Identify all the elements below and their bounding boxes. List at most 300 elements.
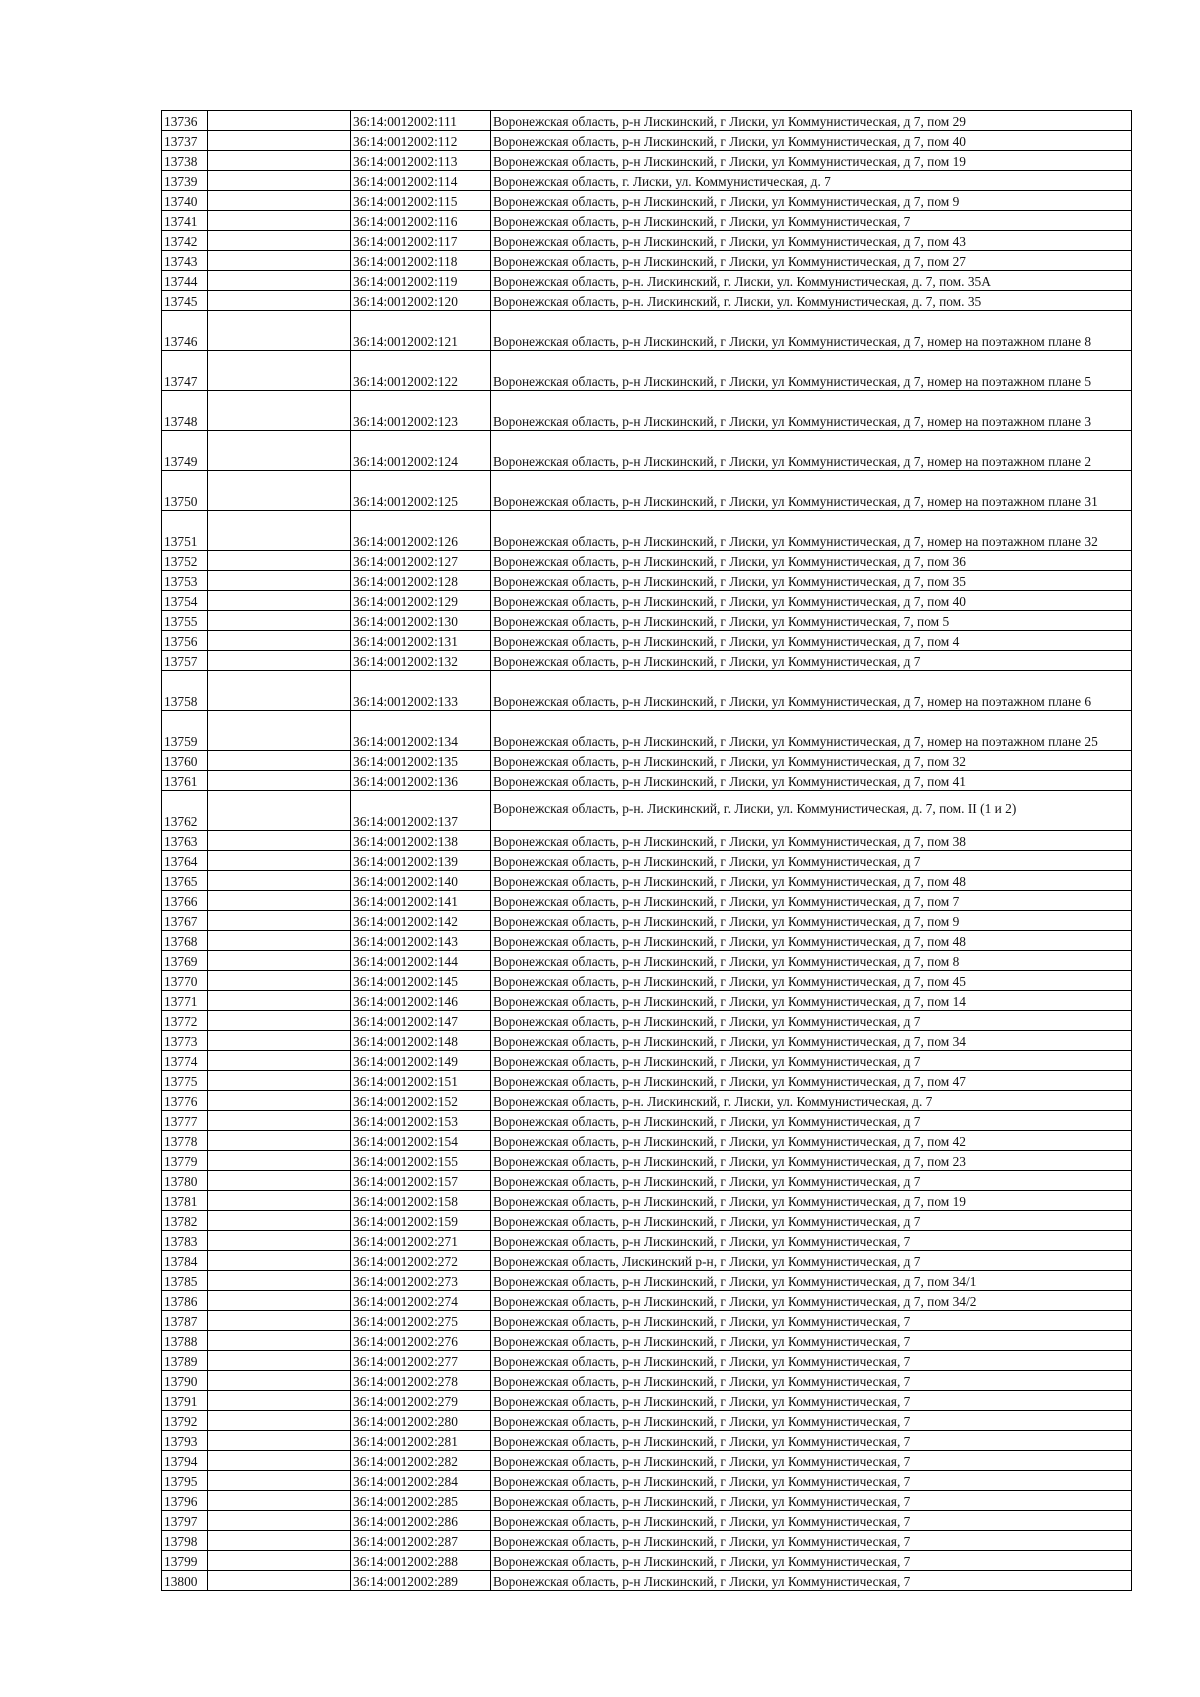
cadastral-number-cell: 36:14:0012002:284 (351, 1471, 491, 1491)
address-cell: Воронежская область, р-н Лискинский, г Лиски, ул Коммунистическая, д 7, пом 29 (491, 111, 1132, 131)
cadastral-number-cell: 36:14:0012002:121 (351, 311, 491, 351)
address-cell: Воронежская область, р-н Лискинский, г Лиски, ул Коммунистическая, д 7 (491, 1171, 1132, 1191)
owner-cell (208, 551, 351, 571)
table-row (162, 111, 1132, 131)
address-cell: Воронежская область, р-н Лискинский, г Лиски, ул Коммунистическая, д 7, пом 9 (491, 191, 1132, 211)
owner-cell (208, 1331, 351, 1351)
cadastral-number-cell: 36:14:0012002:113 (351, 151, 491, 171)
cadastral-number-cell: 36:14:0012002:147 (351, 1011, 491, 1031)
row-number-cell: 13751 (162, 511, 208, 551)
owner-cell (208, 1051, 351, 1071)
owner-cell (208, 1291, 351, 1311)
table-row (162, 1291, 1132, 1311)
table-row (162, 171, 1132, 191)
row-number-cell: 13755 (162, 611, 208, 631)
table-row (162, 1371, 1132, 1391)
table-row (162, 971, 1132, 991)
owner-cell (208, 771, 351, 791)
address-cell: Воронежская область, р-н Лискинский, г Лиски, ул Коммунистическая, д 7, пом 19 (491, 1191, 1132, 1211)
address-cell: Воронежская область, р-н. Лискинский, г. Лиски, ул. Коммунистическая, д. 7, пом. 35 (491, 291, 1132, 311)
table-row (162, 1231, 1132, 1251)
table-row (162, 891, 1132, 911)
owner-cell (208, 111, 351, 131)
table-row (162, 911, 1132, 931)
owner-cell (208, 1091, 351, 1111)
owner-cell (208, 231, 351, 251)
row-number-cell: 13783 (162, 1231, 208, 1251)
row-number-cell: 13769 (162, 951, 208, 971)
cadastral-number-cell: 36:14:0012002:273 (351, 1271, 491, 1291)
table-row (162, 391, 1132, 431)
owner-cell (208, 1411, 351, 1431)
owner-cell (208, 831, 351, 851)
cadastral-number-cell: 36:14:0012002:289 (351, 1571, 491, 1591)
table-row (162, 1011, 1132, 1031)
row-number-cell: 13749 (162, 431, 208, 471)
row-number-cell: 13798 (162, 1531, 208, 1551)
cadastral-number-cell: 36:14:0012002:119 (351, 271, 491, 291)
table-row (162, 871, 1132, 891)
table-row (162, 251, 1132, 271)
table-row (162, 511, 1132, 551)
address-cell: Воронежская область, р-н Лискинский, г Лиски, ул Коммунистическая, д 7 (491, 1011, 1132, 1031)
row-number-cell: 13761 (162, 771, 208, 791)
table-row (162, 471, 1132, 511)
cadastral-number-cell: 36:14:0012002:271 (351, 1231, 491, 1251)
row-number-cell: 13765 (162, 871, 208, 891)
table-row (162, 851, 1132, 871)
row-number-cell: 13745 (162, 291, 208, 311)
owner-cell (208, 931, 351, 951)
table-row (162, 1151, 1132, 1171)
address-cell: Воронежская область, р-н Лискинский, г Лиски, ул Коммунистическая, д 7, пом 35 (491, 571, 1132, 591)
table-row (162, 1571, 1132, 1591)
owner-cell (208, 1571, 351, 1591)
owner-cell (208, 1251, 351, 1271)
cadastral-number-cell: 36:14:0012002:136 (351, 771, 491, 791)
row-number-cell: 13742 (162, 231, 208, 251)
cadastral-number-cell: 36:14:0012002:131 (351, 631, 491, 651)
table-row (162, 1211, 1132, 1231)
owner-cell (208, 1271, 351, 1291)
cadastral-number-cell: 36:14:0012002:275 (351, 1311, 491, 1331)
table-row (162, 1491, 1132, 1511)
table-row (162, 791, 1132, 831)
table-row (162, 1191, 1132, 1211)
owner-cell (208, 131, 351, 151)
row-number-cell: 13800 (162, 1571, 208, 1591)
owner-cell (208, 251, 351, 271)
cadastral-number-cell: 36:14:0012002:135 (351, 751, 491, 771)
table-row (162, 131, 1132, 151)
owner-cell (208, 211, 351, 231)
owner-cell (208, 751, 351, 771)
row-number-cell: 13770 (162, 971, 208, 991)
table-row (162, 151, 1132, 171)
row-number-cell: 13760 (162, 751, 208, 771)
table-row (162, 1411, 1132, 1431)
row-number-cell: 13757 (162, 651, 208, 671)
owner-cell (208, 311, 351, 351)
address-cell: Воронежская область, р-н Лискинский, г Лиски, ул Коммунистическая, д 7, пом 48 (491, 931, 1132, 951)
cadastral-number-cell: 36:14:0012002:125 (351, 471, 491, 511)
owner-cell (208, 571, 351, 591)
row-number-cell: 13740 (162, 191, 208, 211)
row-number-cell: 13772 (162, 1011, 208, 1031)
row-number-cell: 13797 (162, 1511, 208, 1531)
table-row (162, 1071, 1132, 1091)
address-cell: Воронежская область, г. Лиски, ул. Коммунистическая, д. 7 (491, 171, 1132, 191)
table-row (162, 1331, 1132, 1351)
address-cell: Воронежская область, р-н Лискинский, г Лиски, ул Коммунистическая, д 7, пом 36 (491, 551, 1132, 571)
owner-cell (208, 471, 351, 511)
owner-cell (208, 991, 351, 1011)
table-row (162, 1111, 1132, 1131)
cadastral-number-cell: 36:14:0012002:149 (351, 1051, 491, 1071)
address-cell: Воронежская область, р-н Лискинский, г Лиски, ул Коммунистическая, д 7, номер на поэтажном плане 2 (491, 431, 1132, 471)
row-number-cell: 13754 (162, 591, 208, 611)
address-cell: Воронежская область, р-н Лискинский, г Лиски, ул Коммунистическая, 7 (491, 1311, 1132, 1331)
row-number-cell: 13794 (162, 1451, 208, 1471)
cadastral-number-cell: 36:14:0012002:153 (351, 1111, 491, 1131)
address-cell: Воронежская область, р-н Лискинский, г Лиски, ул Коммунистическая, д 7, пом 4 (491, 631, 1132, 651)
owner-cell (208, 271, 351, 291)
cadastral-number-cell: 36:14:0012002:115 (351, 191, 491, 211)
row-number-cell: 13747 (162, 351, 208, 391)
owner-cell (208, 431, 351, 471)
address-cell: Воронежская область, р-н Лискинский, г Лиски, ул Коммунистическая, 7 (491, 1371, 1132, 1391)
address-cell: Воронежская область, р-н Лискинский, г Лиски, ул Коммунистическая, 7 (491, 1331, 1132, 1351)
address-cell: Воронежская область, р-н Лискинский, г Лиски, ул Коммунистическая, 7 (491, 1571, 1132, 1591)
cadastral-number-cell: 36:14:0012002:124 (351, 431, 491, 471)
cadastral-number-cell: 36:14:0012002:139 (351, 851, 491, 871)
cadastral-number-cell: 36:14:0012002:116 (351, 211, 491, 231)
row-number-cell: 13748 (162, 391, 208, 431)
row-number-cell: 13766 (162, 891, 208, 911)
address-cell: Воронежская область, р-н Лискинский, г Лиски, ул Коммунистическая, 7, пом 5 (491, 611, 1132, 631)
address-cell: Воронежская область, р-н Лискинский, г Лиски, ул Коммунистическая, 7 (491, 1451, 1132, 1471)
table-row (162, 991, 1132, 1011)
row-number-cell: 13778 (162, 1131, 208, 1151)
cadastral-number-cell: 36:14:0012002:158 (351, 1191, 491, 1211)
owner-cell (208, 1171, 351, 1191)
owner-cell (208, 1071, 351, 1091)
address-cell: Воронежская область, р-н Лискинский, г Лиски, ул Коммунистическая, д 7, пом 40 (491, 591, 1132, 611)
owner-cell (208, 891, 351, 911)
address-cell: Воронежская область, р-н Лискинский, г Лиски, ул Коммунистическая, 7 (491, 211, 1132, 231)
address-cell: Воронежская область, р-н Лискинский, г Лиски, ул Коммунистическая, д 7, пом 45 (491, 971, 1132, 991)
cadastral-number-cell: 36:14:0012002:159 (351, 1211, 491, 1231)
owner-cell (208, 1551, 351, 1571)
address-cell: Воронежская область, р-н Лискинский, г Лиски, ул Коммунистическая, д 7 (491, 1211, 1132, 1231)
row-number-cell: 13773 (162, 1031, 208, 1051)
owner-cell (208, 611, 351, 631)
cadastral-number-cell: 36:14:0012002:137 (351, 791, 491, 831)
cadastral-number-cell: 36:14:0012002:276 (351, 1331, 491, 1351)
address-cell: Воронежская область, р-н Лискинский, г Лиски, ул Коммунистическая, д 7, пом 19 (491, 151, 1132, 171)
address-cell: Воронежская область, р-н Лискинский, г Лиски, ул Коммунистическая, 7 (491, 1491, 1132, 1511)
address-cell: Воронежская область, р-н Лискинский, г Лиски, ул Коммунистическая, д 7, пом 9 (491, 911, 1132, 931)
row-number-cell: 13785 (162, 1271, 208, 1291)
table-row (162, 1311, 1132, 1331)
table-row (162, 671, 1132, 711)
row-number-cell: 13737 (162, 131, 208, 151)
table-row (162, 291, 1132, 311)
table-row (162, 211, 1132, 231)
address-cell: Воронежская область, р-н Лискинский, г Лиски, ул Коммунистическая, д 7, пом 38 (491, 831, 1132, 851)
owner-cell (208, 1431, 351, 1451)
owner-cell (208, 1131, 351, 1151)
address-cell: Воронежская область, р-н Лискинский, г Лиски, ул Коммунистическая, 7 (491, 1551, 1132, 1571)
row-number-cell: 13779 (162, 1151, 208, 1171)
table-row (162, 1051, 1132, 1071)
address-cell: Воронежская область, р-н Лискинский, г Лиски, ул Коммунистическая, д 7, пом 23 (491, 1151, 1132, 1171)
owner-cell (208, 511, 351, 551)
row-number-cell: 13750 (162, 471, 208, 511)
table-row (162, 1351, 1132, 1371)
address-cell: Воронежская область, р-н Лискинский, г Лиски, ул Коммунистическая, 7 (491, 1431, 1132, 1451)
cadastral-number-cell: 36:14:0012002:143 (351, 931, 491, 951)
address-cell: Воронежская область, р-н Лискинский, г Лиски, ул Коммунистическая, 7 (491, 1511, 1132, 1531)
owner-cell (208, 791, 351, 831)
row-number-cell: 13775 (162, 1071, 208, 1091)
address-cell: Воронежская область, р-н Лискинский, г Лиски, ул Коммунистическая, д 7 (491, 851, 1132, 871)
owner-cell (208, 1031, 351, 1051)
row-number-cell: 13795 (162, 1471, 208, 1491)
cadastral-number-cell: 36:14:0012002:130 (351, 611, 491, 631)
row-number-cell: 13796 (162, 1491, 208, 1511)
table-row (162, 931, 1132, 951)
address-cell: Воронежская область, р-н Лискинский, г Лиски, ул Коммунистическая, д 7 (491, 1111, 1132, 1131)
cadastral-number-cell: 36:14:0012002:141 (351, 891, 491, 911)
address-cell: Воронежская область, р-н Лискинский, г Лиски, ул Коммунистическая, 7 (491, 1231, 1132, 1251)
address-cell: Воронежская область, р-н. Лискинский, г. Лиски, ул. Коммунистическая, д. 7, пом. II (1 и 2) (491, 791, 1132, 831)
cadastral-number-cell: 36:14:0012002:114 (351, 171, 491, 191)
cadastral-number-cell: 36:14:0012002:134 (351, 711, 491, 751)
owner-cell (208, 1011, 351, 1031)
address-cell: Воронежская область, Лискинский р-н, г Лиски, ул Коммунистическая, д 7 (491, 1251, 1132, 1271)
table-row (162, 1171, 1132, 1191)
address-cell: Воронежская область, р-н. Лискинский, г. Лиски, ул. Коммунистическая, д. 7, пом. 35А (491, 271, 1132, 291)
cadastral-number-cell: 36:14:0012002:118 (351, 251, 491, 271)
owner-cell (208, 171, 351, 191)
row-number-cell: 13774 (162, 1051, 208, 1071)
cadastral-number-cell: 36:14:0012002:145 (351, 971, 491, 991)
address-cell: Воронежская область, р-н Лискинский, г Лиски, ул Коммунистическая, д 7, номер на поэтажном плане 3 (491, 391, 1132, 431)
address-cell: Воронежская область, р-н Лискинский, г Лиски, ул Коммунистическая, д 7, пом 43 (491, 231, 1132, 251)
table-row (162, 351, 1132, 391)
table-row (162, 1131, 1132, 1151)
cadastral-number-cell: 36:14:0012002:120 (351, 291, 491, 311)
row-number-cell: 13762 (162, 791, 208, 831)
owner-cell (208, 1311, 351, 1331)
table-row (162, 1091, 1132, 1111)
row-number-cell: 13771 (162, 991, 208, 1011)
address-cell: Воронежская область, р-н Лискинский, г Лиски, ул Коммунистическая, д 7 (491, 1051, 1132, 1071)
address-cell: Воронежская область, р-н Лискинский, г Лиски, ул Коммунистическая, 7 (491, 1351, 1132, 1371)
row-number-cell: 13780 (162, 1171, 208, 1191)
row-number-cell: 13767 (162, 911, 208, 931)
owner-cell (208, 651, 351, 671)
cadastral-number-cell: 36:14:0012002:272 (351, 1251, 491, 1271)
owner-cell (208, 711, 351, 751)
table-row (162, 551, 1132, 571)
table-row (162, 1271, 1132, 1291)
cadastral-number-cell: 36:14:0012002:288 (351, 1551, 491, 1571)
cadastral-number-cell: 36:14:0012002:138 (351, 831, 491, 851)
owner-cell (208, 1531, 351, 1551)
address-cell: Воронежская область, р-н Лискинский, г Лиски, ул Коммунистическая, д 7, пом 34/2 (491, 1291, 1132, 1311)
address-cell: Воронежская область, р-н Лискинский, г Лиски, ул Коммунистическая, д 7, номер на поэтажном плане 32 (491, 511, 1132, 551)
row-number-cell: 13781 (162, 1191, 208, 1211)
table-row (162, 1031, 1132, 1051)
table-row (162, 771, 1132, 791)
row-number-cell: 13744 (162, 271, 208, 291)
table-row (162, 631, 1132, 651)
register-body (162, 111, 1132, 1591)
owner-cell (208, 191, 351, 211)
table-row (162, 831, 1132, 851)
address-cell: Воронежская область, р-н Лискинский, г Лиски, ул Коммунистическая, д 7, номер на поэтажном плане 31 (491, 471, 1132, 511)
owner-cell (208, 1491, 351, 1511)
row-number-cell: 13756 (162, 631, 208, 651)
row-number-cell: 13784 (162, 1251, 208, 1271)
owner-cell (208, 1451, 351, 1471)
table-row (162, 1471, 1132, 1491)
address-cell: Воронежская область, р-н Лискинский, г Лиски, ул Коммунистическая, д 7, номер на поэтажном плане 8 (491, 311, 1132, 351)
table-row (162, 1251, 1132, 1271)
row-number-cell: 13743 (162, 251, 208, 271)
owner-cell (208, 351, 351, 391)
cadastral-number-cell: 36:14:0012002:132 (351, 651, 491, 671)
row-number-cell: 13792 (162, 1411, 208, 1431)
address-cell: Воронежская область, р-н Лискинский, г Лиски, ул Коммунистическая, д 7, номер на поэтажном плане 5 (491, 351, 1132, 391)
cadastral-number-cell: 36:14:0012002:154 (351, 1131, 491, 1151)
row-number-cell: 13777 (162, 1111, 208, 1131)
row-number-cell: 13782 (162, 1211, 208, 1231)
owner-cell (208, 871, 351, 891)
owner-cell (208, 391, 351, 431)
cadastral-number-cell: 36:14:0012002:281 (351, 1431, 491, 1451)
cadastral-number-cell: 36:14:0012002:128 (351, 571, 491, 591)
cadastral-number-cell: 36:14:0012002:148 (351, 1031, 491, 1051)
cadastral-number-cell: 36:14:0012002:127 (351, 551, 491, 571)
row-number-cell: 13738 (162, 151, 208, 171)
owner-cell (208, 1191, 351, 1211)
table-row (162, 711, 1132, 751)
row-number-cell: 13746 (162, 311, 208, 351)
cadastral-number-cell: 36:14:0012002:287 (351, 1531, 491, 1551)
address-cell: Воронежская область, р-н Лискинский, г Лиски, ул Коммунистическая, д 7, пом 14 (491, 991, 1132, 1011)
cadastral-number-cell: 36:14:0012002:285 (351, 1491, 491, 1511)
cadastral-number-cell: 36:14:0012002:155 (351, 1151, 491, 1171)
cadastral-number-cell: 36:14:0012002:151 (351, 1071, 491, 1091)
table-row (162, 191, 1132, 211)
row-number-cell: 13787 (162, 1311, 208, 1331)
address-cell: Воронежская область, р-н Лискинский, г Лиски, ул Коммунистическая, д 7 (491, 651, 1132, 671)
cadastral-number-cell: 36:14:0012002:122 (351, 351, 491, 391)
row-number-cell: 13799 (162, 1551, 208, 1571)
owner-cell (208, 851, 351, 871)
owner-cell (208, 1151, 351, 1171)
cadastral-number-cell: 36:14:0012002:126 (351, 511, 491, 551)
cadastral-number-cell: 36:14:0012002:280 (351, 1411, 491, 1431)
cadastral-number-cell: 36:14:0012002:152 (351, 1091, 491, 1111)
table-row (162, 1451, 1132, 1471)
address-cell: Воронежская область, р-н Лискинский, г Лиски, ул Коммунистическая, д 7, пом 32 (491, 751, 1132, 771)
owner-cell (208, 631, 351, 651)
row-number-cell: 13786 (162, 1291, 208, 1311)
row-number-cell: 13790 (162, 1371, 208, 1391)
owner-cell (208, 151, 351, 171)
cadastral-number-cell: 36:14:0012002:142 (351, 911, 491, 931)
owner-cell (208, 591, 351, 611)
owner-cell (208, 1371, 351, 1391)
row-number-cell: 13791 (162, 1391, 208, 1411)
cadastral-number-cell: 36:14:0012002:157 (351, 1171, 491, 1191)
row-number-cell: 13758 (162, 671, 208, 711)
owner-cell (208, 671, 351, 711)
address-cell: Воронежская область, р-н Лискинский, г Лиски, ул Коммунистическая, д 7, пом 34/1 (491, 1271, 1132, 1291)
table-row (162, 1391, 1132, 1411)
address-cell: Воронежская область, р-н Лискинский, г Лиски, ул Коммунистическая, д 7, пом 40 (491, 131, 1132, 151)
table-row (162, 591, 1132, 611)
address-cell: Воронежская область, р-н Лискинский, г Лиски, ул Коммунистическая, д 7, пом 47 (491, 1071, 1132, 1091)
cadastral-number-cell: 36:14:0012002:140 (351, 871, 491, 891)
table-row (162, 431, 1132, 471)
owner-cell (208, 1511, 351, 1531)
owner-cell (208, 971, 351, 991)
cadastral-number-cell: 36:14:0012002:286 (351, 1511, 491, 1531)
cadastral-number-cell: 36:14:0012002:277 (351, 1351, 491, 1371)
table-row (162, 1431, 1132, 1451)
table-row (162, 311, 1132, 351)
row-number-cell: 13788 (162, 1331, 208, 1351)
owner-cell (208, 1111, 351, 1131)
row-number-cell: 13739 (162, 171, 208, 191)
table-row (162, 651, 1132, 671)
table-row (162, 1511, 1132, 1531)
table-row (162, 751, 1132, 771)
cadastral-number-cell: 36:14:0012002:123 (351, 391, 491, 431)
address-cell: Воронежская область, р-н Лискинский, г Лиски, ул Коммунистическая, 7 (491, 1471, 1132, 1491)
owner-cell (208, 911, 351, 931)
cadastral-number-cell: 36:14:0012002:282 (351, 1451, 491, 1471)
property-register-table (161, 110, 1132, 1591)
address-cell: Воронежская область, р-н Лискинский, г Лиски, ул Коммунистическая, д 7, номер на поэтажном плане 6 (491, 671, 1132, 711)
address-cell: Воронежская область, р-н Лискинский, г Лиски, ул Коммунистическая, 7 (491, 1531, 1132, 1551)
row-number-cell: 13763 (162, 831, 208, 851)
cadastral-number-cell: 36:14:0012002:278 (351, 1371, 491, 1391)
owner-cell (208, 1471, 351, 1491)
table-row (162, 1551, 1132, 1571)
owner-cell (208, 1391, 351, 1411)
owner-cell (208, 1211, 351, 1231)
row-number-cell: 13768 (162, 931, 208, 951)
owner-cell (208, 951, 351, 971)
address-cell: Воронежская область, р-н Лискинский, г Лиски, ул Коммунистическая, д 7, пом 7 (491, 891, 1132, 911)
cadastral-number-cell: 36:14:0012002:133 (351, 671, 491, 711)
cadastral-number-cell: 36:14:0012002:117 (351, 231, 491, 251)
address-cell: Воронежская область, р-н Лискинский, г Лиски, ул Коммунистическая, д 7, номер на поэтажном плане 25 (491, 711, 1132, 751)
row-number-cell: 13764 (162, 851, 208, 871)
table-row (162, 611, 1132, 631)
cadastral-number-cell: 36:14:0012002:144 (351, 951, 491, 971)
address-cell: Воронежская область, р-н Лискинский, г Лиски, ул Коммунистическая, д 7, пом 8 (491, 951, 1132, 971)
table-row (162, 571, 1132, 591)
row-number-cell: 13793 (162, 1431, 208, 1451)
address-cell: Воронежская область, р-н Лискинский, г Лиски, ул Коммунистическая, д 7, пом 48 (491, 871, 1132, 891)
